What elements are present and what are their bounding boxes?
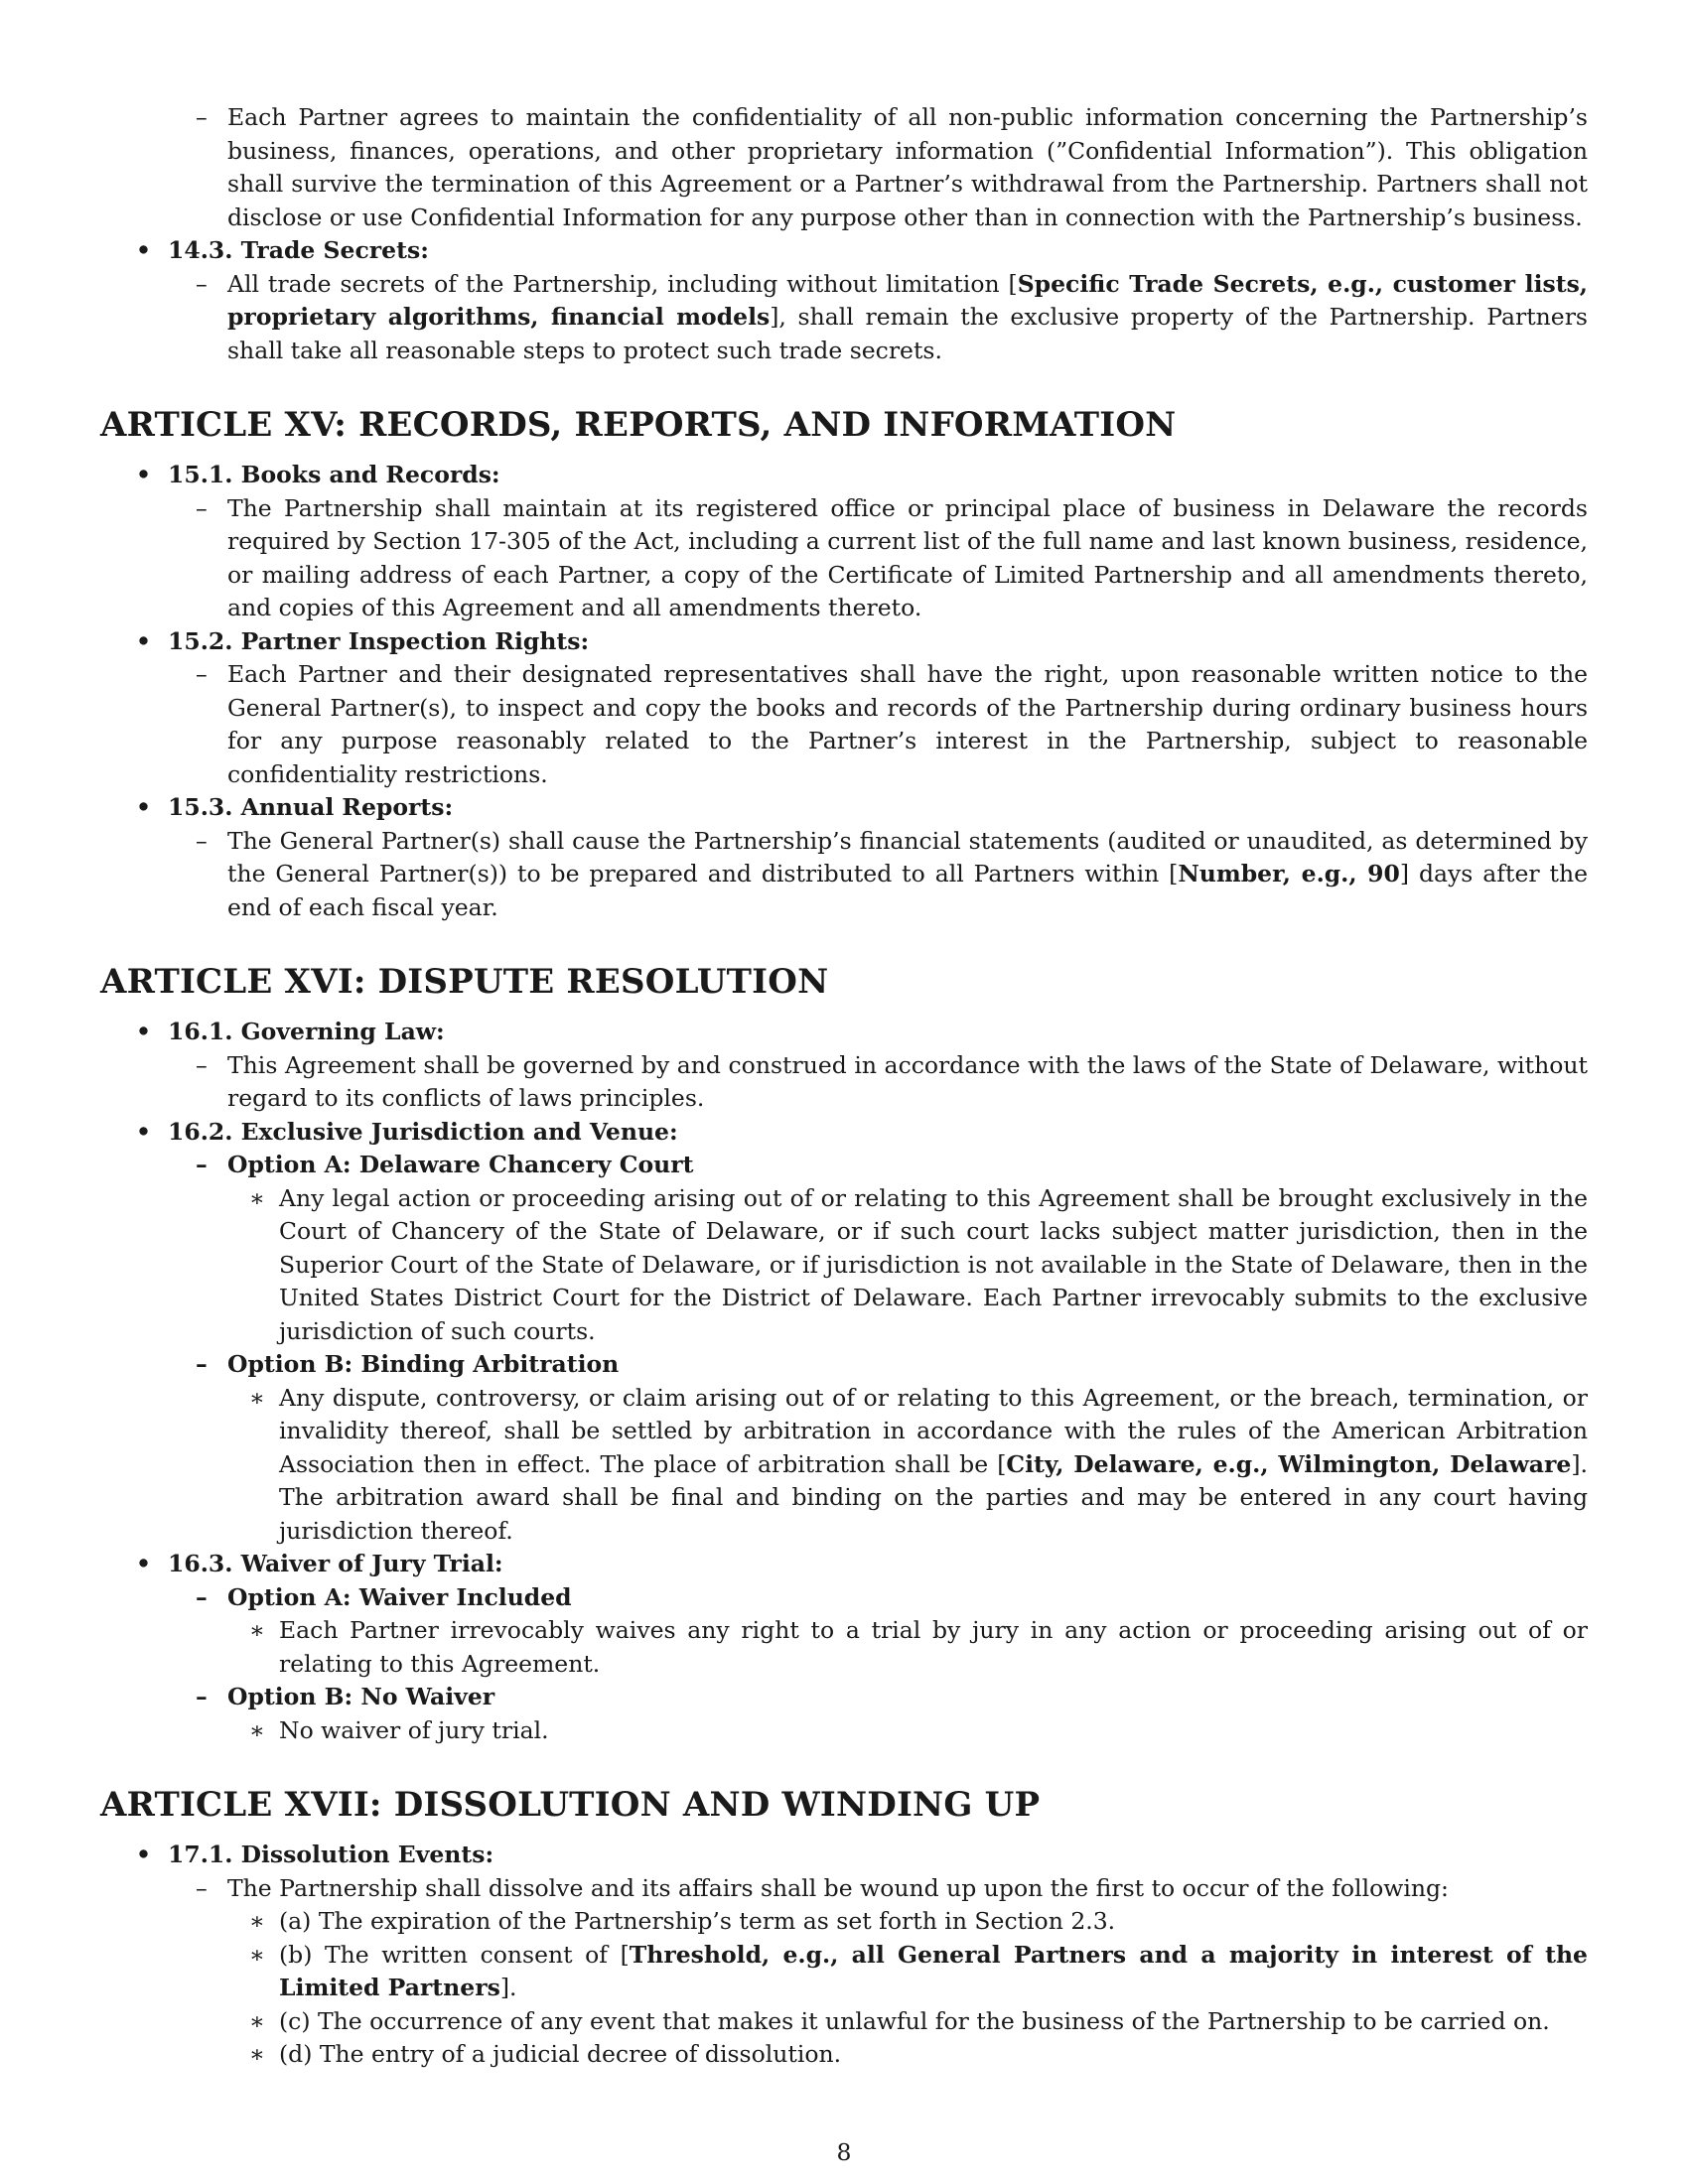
bullet-marker: • [136,461,152,488]
document-body [100,101,1588,2072]
option-label: Option B: Binding Arbitration [227,1350,620,1378]
dash-marker: – [196,1050,208,1079]
bullet-marker: • [136,236,152,264]
dissolution-item-c [100,2005,1588,2039]
bullet-marker: • [136,793,152,821]
dash-marker: – [196,103,208,131]
section-text [100,825,1588,925]
paragraph: This Agreement shall be governed by and construed in accordance with the laws of the State of Delaware, without regard to its conflicts of laws principles. [227,1050,1588,1112]
section-16-2 [100,1116,1588,1150]
paragraph: Each Partner irrevocably waives any right to a trial by jury in any action or proceeding arising out of or relating to this Agreement. [279,1616,1588,1678]
star-marker: ∗ [249,1616,265,1644]
bullet-marker: • [136,1550,152,1577]
text-pre: Any dispute, controversy, or claim arising out of or relating to this Agreement, or the breach, termination, or invalidity thereof, shall be settled by arbitration in accordance with the rules of the American Arbitration Association then in effect. The place of arbitration shall be [ [279,1383,1588,1478]
paragraph: (c) The occurrence of any event that makes it unlawful for the business of the Partnership to be carried on. [279,2006,1550,2035]
placeholder-field: Threshold, e.g., all General Partners and a majority in interest of the Limited Partners [279,1940,1589,2001]
option-text [100,1714,1588,1748]
bullet-marker: • [136,1018,152,1045]
paragraph: Any legal action or proceeding arising out of or relating to this Agreement shall be brought exclusively in the Court of Chancery of the State of Delaware, or if such court lacks subject matter jurisdiction, then in the Superior Court of the State of Delaware, or if jurisdiction is not available in the State of Delaware, then in the United States District Court for the District of Delaware. Each Partner irrevocably submits to the exclusive jurisdiction of such courts. [279,1183,1588,1345]
option-label: Option B: No Waiver [227,1683,495,1710]
star-marker: ∗ [249,1383,265,1412]
paragraph: (d) The entry of a judicial decree of dissolution. [279,2040,842,2068]
section-15-1 [100,459,1588,492]
section-17-1 [100,1839,1588,1872]
star-marker: ∗ [249,2006,265,2035]
section-heading: 17.1. Dissolution Events: [168,1841,494,1868]
text-pre: All trade secrets of the Partnership, including without limitation [ [227,269,1018,298]
bullet-marker: • [136,626,152,655]
placeholder-field: Specific Trade Secrets, e.g., customer lists, proprietary algorithms, financial models [227,269,1588,331]
text-post: ]. The arbitration award shall be final and binding on the parties and may be entered in any court having jurisdiction thereof. [279,1449,1588,1545]
option-heading [100,1348,1588,1382]
page-number: 8 [836,2138,852,2166]
dash-marker: – [196,1683,208,1710]
paragraph: (a) The expiration of the Partnership’s term as set forth in Section 2.3. [279,1907,1116,1935]
option-heading [100,1581,1588,1615]
option-text [100,1382,1588,1549]
placeholder-field: City, Delaware, e.g., Wilmington, Delaware [1006,1449,1572,1478]
section-text [100,1049,1588,1116]
dash-marker: – [196,1582,208,1611]
article-heading: ARTICLE XV: RECORDS, REPORTS, AND INFORMATION [100,405,1177,445]
section-heading: 15.3. Annual Reports: [168,793,454,821]
option-text [100,1614,1588,1681]
paragraph: No waiver of jury trial. [279,1715,549,1744]
section-heading: 16.3. Waiver of Jury Trial: [168,1550,503,1577]
article-heading: ARTICLE XVII: DISSOLUTION AND WINDING UP [100,1785,1041,1825]
section-15-3 [100,791,1588,825]
option-label: Option A: Waiver Included [227,1582,572,1611]
star-marker: ∗ [249,1715,265,1744]
section-16-3 [100,1548,1588,1581]
dash-marker: – [196,826,208,855]
confidentiality-text: Each Partner agrees to maintain the confidentiality of all non-public information concerning the Partnership’s business, finances, operations, and other proprietary information (”Confidential Information”). This obligation shall survive the termination of this Agreement or a Partner’s withdrawal from the Partnership. Partners shall not disclose or use Confidential Information for any purpose other than in connection with the Partnership’s business. [227,103,1588,231]
paragraph: Each Partner and their designated representatives shall have the right, upon reasonable written notice to the General Partner(s), to inspect and copy the books and records of the Partnership during ordinary business hours for any purpose reasonably related to the Partner’s interest in the Partnership, subject to reasonable confidentiality restrictions. [227,660,1588,788]
text-pre: The General Partner(s) shall cause the Partnership’s financial statements (audited or unaudited, as determined by the General Partner(s)) to be prepared and distributed to all Partners within [ [227,826,1588,887]
section-heading: 16.2. Exclusive Jurisdiction and Venue: [168,1117,678,1146]
section-14-3 [100,234,1588,268]
option-label: Option A: Delaware Chancery Court [227,1151,694,1178]
dash-marker: – [196,269,208,298]
confidentiality-paragraph [100,101,1588,234]
dash-marker: – [196,493,208,522]
bullet-marker: • [136,1841,152,1868]
trade-secrets-paragraph [100,268,1588,368]
text-post: ]. [499,1974,517,2001]
option-text [100,1182,1588,1349]
star-marker: ∗ [249,1940,265,1969]
section-heading: 14.3. Trade Secrets: [168,236,429,264]
dissolution-item-d [100,2038,1588,2072]
dash-marker: – [196,660,208,688]
section-16-1 [100,1016,1588,1049]
section-text [100,492,1588,625]
dash-marker: – [196,1350,208,1378]
dissolution-item-a [100,1905,1588,1939]
section-15-2 [100,625,1588,659]
text-post: ], shall remain the exclusive property of the Partnership. Partners shall take all reasonable steps to protect such trade secrets. [227,303,1588,364]
dash-marker: – [196,1151,208,1178]
section-text [100,1872,1588,1906]
section-heading: 15.1. Books and Records: [168,461,500,488]
paragraph: The Partnership shall dissolve and its affairs shall be wound up upon the first to occur of the following: [227,1873,1449,1902]
placeholder-field: Number, e.g., 90 [1178,860,1400,887]
text-post: ] days after the end of each fiscal year. [227,860,1588,921]
paragraph: The Partnership shall maintain at its registered office or principal place of business in Delaware the records required by Section 17-305 of the Act, including a current list of the full name and last known business, residence, or mailing address of each Partner, a copy of the Certificate of Limited Partnership and all amendments thereto, and copies of this Agreement and all amendments thereto. [227,493,1588,621]
star-marker: ∗ [249,1183,265,1212]
bullet-marker: • [136,1117,152,1146]
option-heading [100,1149,1588,1182]
section-heading: 16.1. Governing Law: [168,1018,445,1045]
text-pre: (b) The written consent of [ [279,1940,630,1969]
dissolution-item-b [100,1939,1588,2005]
dash-marker: – [196,1873,208,1902]
option-heading [100,1681,1588,1714]
article-heading: ARTICLE XVI: DISPUTE RESOLUTION [100,962,829,1002]
section-heading: 15.2. Partner Inspection Rights: [168,626,590,655]
section-text [100,658,1588,791]
star-marker: ∗ [249,1907,265,1935]
star-marker: ∗ [249,2040,265,2068]
